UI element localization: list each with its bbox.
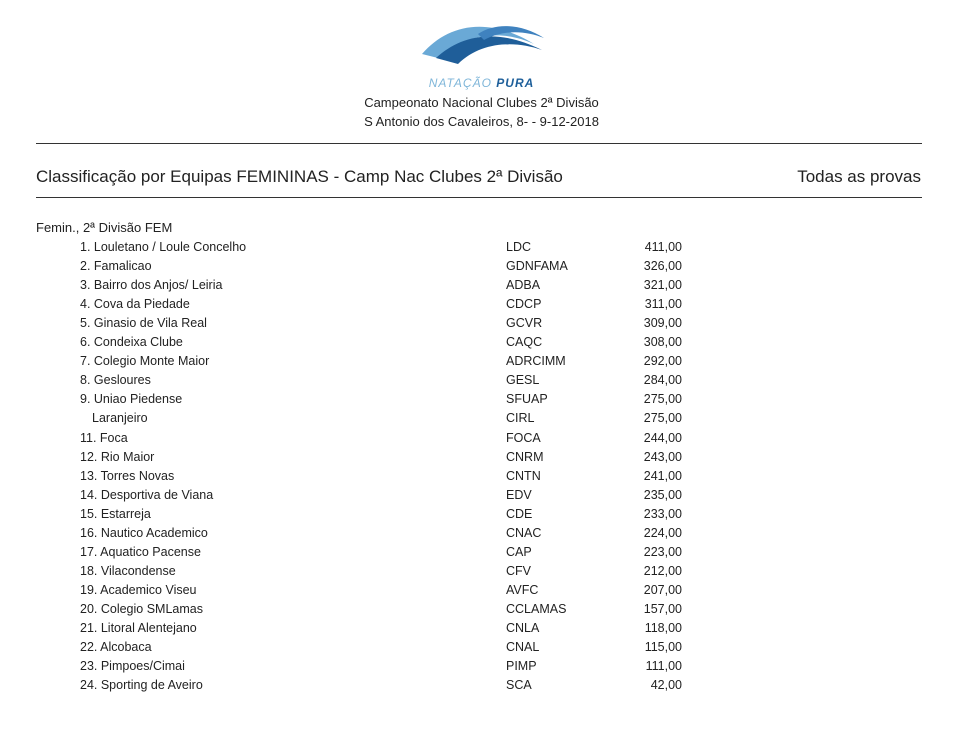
team-code: CIRL [506, 411, 535, 426]
table-row [0, 240, 963, 259]
team-code: CNRM [506, 449, 544, 464]
team-code: CAQC [506, 335, 543, 350]
team-points: 292,00 [643, 354, 682, 369]
team-points: 224,00 [643, 525, 682, 540]
table-row [0, 431, 963, 450]
table-row [0, 450, 963, 469]
team-name: 9. Uniao Piedense [80, 392, 183, 407]
table-row [0, 335, 963, 354]
team-points: 243,00 [643, 449, 682, 464]
team-code: LDC [506, 240, 532, 254]
team-name: 20. Colegio SMLamas [80, 601, 203, 616]
team-points: 275,00 [643, 392, 682, 407]
team-points: 411,00 [644, 240, 682, 254]
section-divider [36, 197, 922, 198]
table-row [0, 545, 963, 564]
team-name: 22. Alcobaca [80, 640, 152, 655]
table-row [0, 259, 963, 278]
team-name: 7. Colegio Monte Maior [80, 354, 210, 369]
team-code: CNAC [506, 525, 542, 540]
table-row [0, 488, 963, 507]
team-name: 21. Litoral Alentejano [80, 621, 197, 635]
team-name: 17. Aquatico Pacense [80, 544, 201, 559]
table-row [0, 678, 963, 697]
team-code: FOCA [506, 430, 541, 445]
brand-part1: NATAÇÃO [428, 76, 492, 90]
team-name: 19. Academico Viseu [80, 582, 197, 597]
table-row [0, 507, 963, 526]
team-points: 321,00 [643, 278, 682, 293]
table-row [0, 297, 963, 316]
team-code: GDNFAMA [506, 259, 568, 274]
table-row [0, 354, 963, 373]
team-code: CAP [506, 544, 532, 559]
championship-title: Campeonato Nacional Clubes 2ª Divisão [364, 95, 599, 110]
section-title: Classificação por Equipas FEMININAS - Camp Nac Clubes 2ª Divisão [36, 167, 563, 186]
team-points: 157,00 [643, 601, 682, 616]
team-name: 15. Estarreja [80, 506, 151, 521]
table-row [0, 583, 963, 602]
table-row [0, 411, 963, 430]
team-name: 4. Cova da Piedade [80, 297, 190, 312]
team-points: 275,00 [643, 411, 682, 426]
team-points: 309,00 [643, 316, 682, 331]
team-code: CCLAMAS [506, 601, 567, 616]
table-row [0, 373, 963, 392]
team-name: 13. Torres Novas [80, 468, 175, 483]
team-name: 3. Bairro dos Anjos/ Leiria [80, 278, 223, 293]
team-points: 235,00 [643, 487, 682, 502]
team-code: GCVR [506, 316, 543, 331]
team-code: AVFC [506, 582, 539, 597]
team-points: 111,00 [645, 659, 682, 674]
team-code: CNTN [506, 468, 541, 483]
championship-venue-date: S Antonio dos Cavaleiros, 8- - 9-12-2018 [364, 114, 599, 129]
team-name: 5. Ginasio de Vila Real [80, 316, 207, 331]
table-row [0, 602, 963, 621]
team-points: 241,00 [643, 468, 682, 483]
team-points: 311,00 [644, 297, 682, 312]
team-name: 2. Famalicao [80, 259, 152, 274]
team-code: ADRCIMM [506, 354, 566, 369]
team-name: Laranjeiro [92, 411, 148, 426]
team-name: 6. Condeixa Clube [80, 335, 183, 350]
section-scope: Todas as provas [797, 167, 921, 186]
team-code: CNLA [506, 621, 540, 635]
team-points: 212,00 [643, 563, 682, 578]
team-name: 16. Nautico Academico [80, 525, 208, 540]
table-row [0, 469, 963, 488]
team-code: CNAL [506, 640, 540, 655]
team-points: 118,00 [644, 621, 682, 635]
team-code: CFV [506, 563, 531, 578]
team-points: 244,00 [643, 430, 682, 445]
natacao-pura-logo [418, 14, 548, 74]
team-code: ADBA [506, 278, 541, 293]
brand-part2: PURA [496, 76, 535, 90]
team-name: 14. Desportiva de Viana [80, 487, 214, 502]
team-points: 284,00 [643, 373, 682, 388]
team-name: 24. Sporting de Aveiro [80, 678, 203, 693]
table-row [0, 564, 963, 583]
table-row [0, 278, 963, 297]
team-code: SCA [506, 678, 532, 693]
team-code: SFUAP [506, 392, 548, 407]
team-name: 1. Louletano / Loule Concelho [80, 240, 247, 254]
team-code: GESL [506, 373, 540, 388]
header-divider [36, 143, 922, 144]
table-row [0, 316, 963, 335]
team-code: CDE [506, 506, 533, 521]
team-code: EDV [506, 487, 532, 502]
team-points: 207,00 [643, 582, 682, 597]
team-name: 12. Rio Maior [80, 449, 155, 464]
team-code: PIMP [506, 659, 537, 674]
table-row [0, 526, 963, 545]
team-points: 326,00 [643, 259, 682, 274]
team-name: 23. Pimpoes/Cimai [80, 659, 185, 674]
team-points: 223,00 [643, 544, 682, 559]
group-label: Femin., 2ª Divisão FEM [36, 220, 173, 235]
team-code: CDCP [506, 297, 542, 312]
table-row [0, 392, 963, 411]
table-row [0, 621, 963, 640]
team-points: 115,00 [644, 640, 682, 655]
team-points: 308,00 [643, 335, 682, 350]
brand-wordmark [0, 76, 963, 90]
table-row [0, 640, 963, 659]
table-row [0, 659, 963, 678]
team-name: 18. Vilacondense [80, 563, 176, 578]
team-points: 42,00 [650, 678, 682, 693]
team-points: 233,00 [643, 506, 682, 521]
team-name: 11. Foca [80, 430, 128, 445]
team-name: 8. Gesloures [80, 373, 151, 388]
